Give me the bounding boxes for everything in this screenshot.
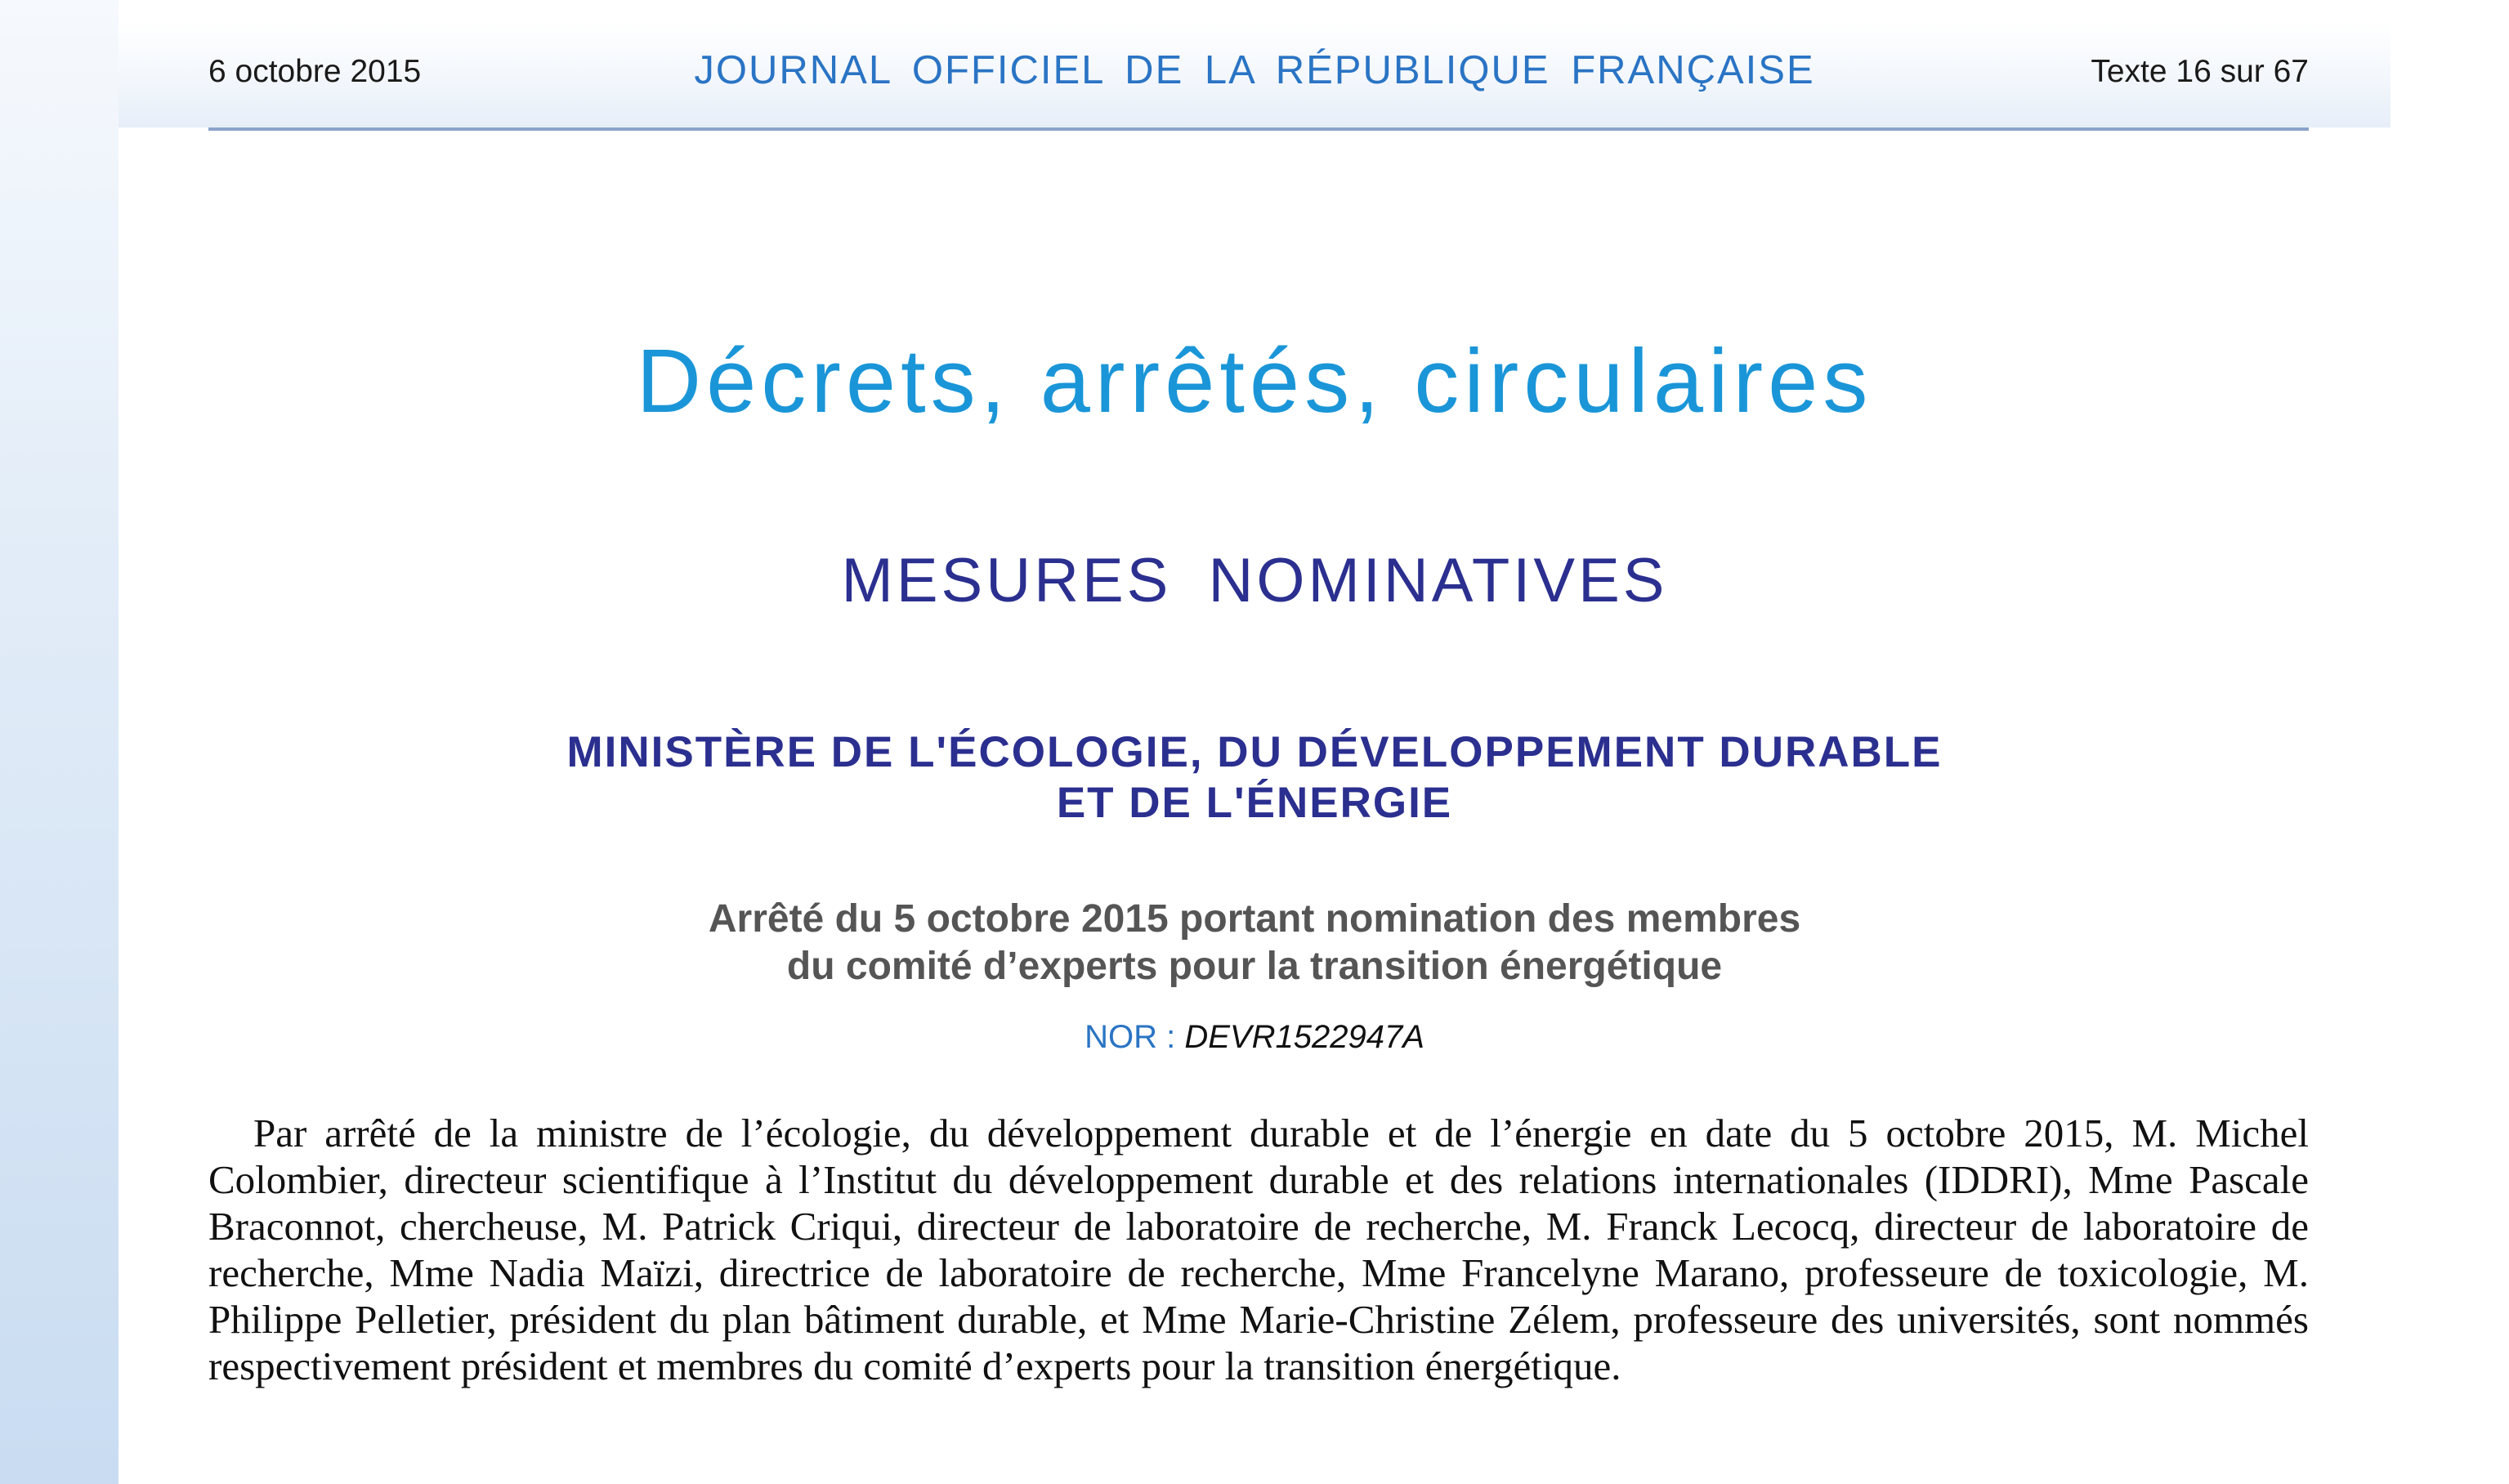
- page-counter: Texte 16 sur 67: [2091, 54, 2309, 89]
- journal-title: JOURNAL OFFICIEL DE LA RÉPUBLIQUE FRANÇAISE: [694, 48, 1815, 92]
- decree-title-line-2: du comité d’experts pour la transition énergétique: [786, 945, 1723, 988]
- nor-label: NOR :: [1085, 1019, 1185, 1055]
- decree-title: [119, 896, 2390, 990]
- section-title: Décrets, arrêtés, circulaires: [636, 331, 1873, 431]
- document-page: [119, 0, 2509, 1484]
- ministry-line-1: MINISTÈRE DE L'ÉCOLOGIE, DU DÉVELOPPEMENT DURABLE: [566, 728, 1943, 776]
- nor-reference: [119, 1019, 2390, 1056]
- nor-value: DEVR1522947A: [1184, 1019, 1424, 1055]
- ministry-line-2: ET DE L'ÉNERGIE: [1056, 779, 1453, 827]
- header-divider: [208, 127, 2309, 131]
- decree-body-paragraph: Par arrêté de la ministre de l’écologie, du développement durable et de l’énergie en date du 5 octobre 2015, M. Michel Colombier, directeur scientifique à l’Institut du développement durable et des relations internationales (IDDRI), Mme Pascale Braconnot, chercheuse, M. Patrick Criqui, directeur de laboratoire de recherche, M. Franck Lecocq, directeur de laboratoire de recherche, Mme Nadia Maïzi, directrice de laboratoire de recherche, Mme Francelyne Marano, professeure de toxicologie, M. Philippe Pelletier, président du plan bâtiment durable, et Mme Marie-Christine Zélem, professeure des universités, sont nommés respectivement président et membres du comité d’experts pour la transition énergétique.: [208, 1111, 2309, 1388]
- decree-title-line-1: Arrêté du 5 octobre 2015 portant nomination des membres: [708, 897, 1801, 941]
- page-margin-strip: [0, 0, 119, 1484]
- subsection-title: MESURES NOMINATIVES: [841, 546, 1668, 615]
- ministry-heading: [119, 727, 2390, 829]
- header-date: 6 octobre 2015: [208, 54, 422, 89]
